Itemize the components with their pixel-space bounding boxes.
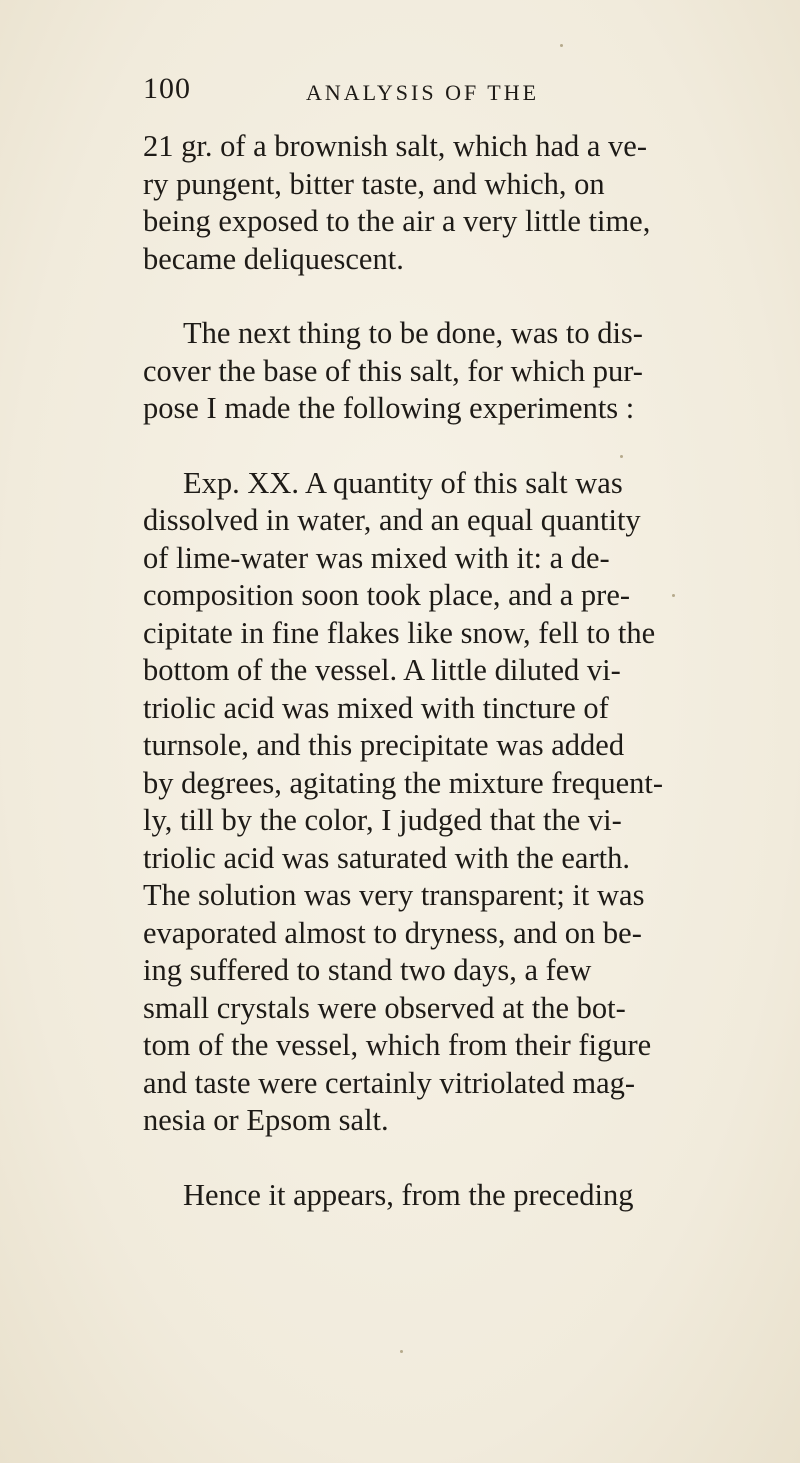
paragraph-4 <box>143 1177 653 1215</box>
paper-speck <box>620 455 623 458</box>
text-line: dissolved in water, and an equal quantity <box>143 503 641 537</box>
text-line: The next thing to be done, was to dis- <box>183 316 643 350</box>
text-line: tom of the vessel, which from their figure <box>143 1028 652 1062</box>
page-header <box>143 72 613 112</box>
text-line: being exposed to the air a very little time, <box>143 204 651 238</box>
text-line: small crystals were observed at the bot- <box>143 990 626 1025</box>
text-line: nesia or Epsom salt. <box>143 1103 389 1137</box>
text-line: ry pungent, bitter taste, and which, on <box>143 166 605 201</box>
text-line: became deliquescent. <box>143 241 404 276</box>
paper-speck <box>560 44 563 47</box>
text-line: Exp. XX. A quantity of this salt was <box>183 465 623 500</box>
text-line: The solution was very transparent; it was <box>143 878 645 912</box>
paragraph-3 <box>143 465 664 1140</box>
text-line: cipitate in fine flakes like snow, fell to the <box>143 615 656 650</box>
text-line: by degrees, agitating the mixture frequent- <box>143 765 664 800</box>
paper-speck <box>672 594 675 597</box>
text-line: triolic acid was mixed with tincture of <box>143 690 609 725</box>
text-line: pose I made the following experiments : <box>143 391 635 425</box>
paper-speck <box>400 1350 403 1353</box>
paragraph-1 <box>143 128 653 278</box>
text-line: and taste were certainly vitriolated mag- <box>143 1065 636 1100</box>
text-line: ing suffered to stand two days, a few <box>143 953 592 987</box>
page-number: 100 <box>143 72 191 105</box>
text-line: 21 gr. of a brownish salt, which had a ve- <box>143 129 647 163</box>
paragraph-2 <box>143 315 653 428</box>
text-line: triolic acid was saturated with the earth. <box>143 840 630 875</box>
text-line: of lime-water was mixed with it: a de- <box>143 540 610 575</box>
text-line: bottom of the vessel. A little diluted vi- <box>143 653 621 687</box>
text-line: ly, till by the color, I judged that the vi- <box>143 803 622 837</box>
text-line: Hence it appears, from the preceding <box>183 1177 634 1212</box>
text-line: cover the base of this salt, for which pur- <box>143 353 643 388</box>
text-line: composition soon took place, and a pre- <box>143 578 631 612</box>
text-line: turnsole, and this precipitate was added <box>143 728 625 762</box>
text-line: evaporated almost to dryness, and on be- <box>143 915 642 950</box>
running-head: ANALYSIS OF THE <box>306 80 540 105</box>
body-text <box>143 128 664 1214</box>
